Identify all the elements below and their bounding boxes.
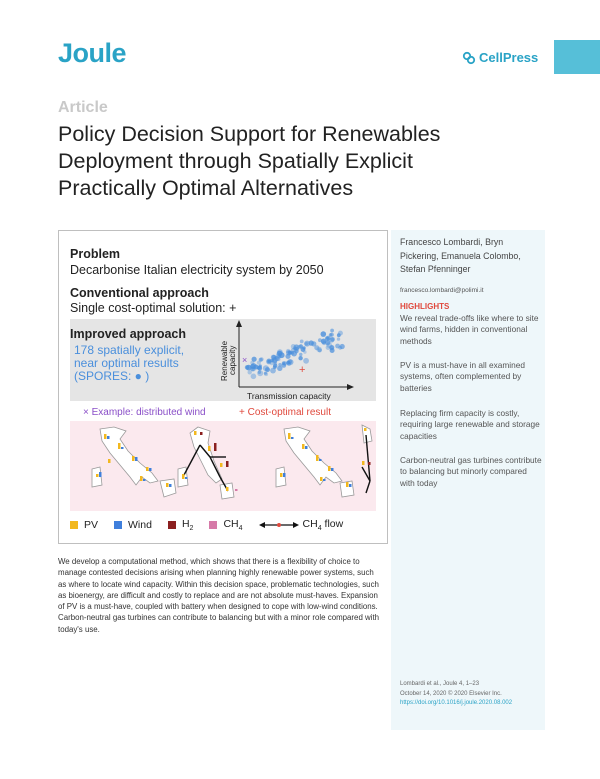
capacity-bar xyxy=(220,463,223,467)
spores-point xyxy=(321,331,327,337)
cost-optimal-marker: + xyxy=(299,364,306,376)
spores-point xyxy=(329,333,333,337)
capacity-bar xyxy=(319,459,322,461)
capacity-bar xyxy=(280,473,283,477)
scatter-xlabel: Transmission capacity xyxy=(247,391,331,401)
legend-h2-label: $H_2$ xyxy=(181,517,194,533)
capacity-bar xyxy=(364,428,367,431)
legend-wind xyxy=(114,519,152,531)
spores-point xyxy=(305,342,309,346)
publisher-logo xyxy=(462,50,538,65)
corner-tab xyxy=(554,40,600,74)
capacity-bar xyxy=(288,433,291,439)
spores-point xyxy=(288,359,294,365)
legend-h2 xyxy=(168,518,194,532)
capacity-bar xyxy=(140,476,143,481)
problem-text: Decarbonise Italian electricity system by 2050 xyxy=(70,263,324,277)
spores-point xyxy=(337,337,340,340)
title-line: Policy Decision Support for Renewables xyxy=(58,122,441,146)
citation-block xyxy=(400,680,512,709)
capacity-bar xyxy=(328,466,331,471)
wind-swatch xyxy=(114,521,122,529)
legend-ch4-flow-label: $CH_4$ flow xyxy=(302,517,344,533)
improved-label: Improved approach xyxy=(70,327,186,341)
capacity-bar xyxy=(132,456,135,461)
double-arrow-icon xyxy=(259,520,299,530)
spores-point xyxy=(274,362,278,366)
spores-point xyxy=(325,337,330,342)
spores-point xyxy=(246,365,252,371)
highlight-item: We reveal trade-offs like where to site wind farms, hidden in conventional methods xyxy=(400,313,539,346)
capacity-bar xyxy=(283,473,286,477)
example-marker: × xyxy=(242,355,248,365)
citation-journal: Lombardi et al., Joule 4, 1–23 xyxy=(400,681,480,687)
article-title xyxy=(58,121,528,202)
spores-point xyxy=(285,354,290,359)
example-wind-label: × Example: distributed wind xyxy=(83,407,206,418)
highlights-heading: HIGHLIGHTS xyxy=(400,302,450,311)
capacity-bar xyxy=(226,461,229,467)
author-list: Francesco Lombardi, Bryn Pickering, Emanuela Colombo, Stefan Pfenninger xyxy=(400,237,521,274)
capacity-bar xyxy=(200,432,203,435)
citation-date: October 14, 2020 © 2020 Elsevier Inc. xyxy=(400,690,502,697)
spores-point xyxy=(298,356,302,360)
scatter-ylabel: Renewable xyxy=(220,340,229,381)
spores-points xyxy=(245,329,345,380)
y-axis-arrow xyxy=(236,320,242,327)
conventional-label: Conventional approach xyxy=(70,286,209,300)
spores-point xyxy=(263,365,269,371)
spores-point xyxy=(277,354,281,358)
spores-point xyxy=(251,374,257,380)
spores-point xyxy=(264,372,267,375)
capacity-bar xyxy=(368,462,371,465)
legend-pv-label: PV xyxy=(84,519,99,531)
improved-text-line: 178 spatially explicit, xyxy=(74,343,185,357)
capacity-bar xyxy=(323,479,326,481)
highlight-item: PV is a must-have in all examined systems, often complemented by batteries xyxy=(400,360,525,393)
spores-point xyxy=(299,353,302,356)
capacity-bar xyxy=(185,477,188,479)
legend-ch4-flow xyxy=(259,518,344,532)
pv-swatch xyxy=(70,521,78,529)
title-line: Deployment through Spatially Explicit xyxy=(58,149,413,173)
capacity-bar xyxy=(305,446,308,449)
italy-maps xyxy=(70,421,376,511)
cost-optimal-label: + Cost-optimal result xyxy=(239,407,331,418)
title-line: Practically Optimal Alternatives xyxy=(58,176,354,200)
spores-point xyxy=(251,367,256,372)
capacity-bar xyxy=(99,472,102,477)
spores-point xyxy=(297,345,302,350)
cellpress-icon xyxy=(462,51,476,65)
legend-wind-label: Wind xyxy=(128,519,152,531)
capacity-bar xyxy=(146,467,149,471)
capacity-bar xyxy=(96,474,99,477)
spores-point xyxy=(326,345,331,350)
capacity-bar xyxy=(362,461,365,465)
capacity-bar xyxy=(320,477,323,481)
capacity-bar xyxy=(118,443,121,449)
capacity-bar xyxy=(121,447,124,449)
capacity-bar xyxy=(149,468,152,471)
legend-ch4-label: $CH_4$ xyxy=(223,517,243,533)
spores-scatter xyxy=(217,319,377,401)
article-type: Article xyxy=(58,99,108,116)
ch4-swatch xyxy=(209,521,217,529)
spores-point xyxy=(277,366,282,371)
spores-point xyxy=(266,359,271,364)
capacity-bar xyxy=(182,474,185,479)
capacity-bar xyxy=(208,446,211,451)
publisher-name: CellPress xyxy=(479,50,539,65)
capacity-bar xyxy=(169,484,172,487)
improved-text-line: (SPORES: ● ) xyxy=(74,369,150,383)
capacity-bar xyxy=(104,434,107,439)
capacity-bar xyxy=(349,484,352,487)
map-legend xyxy=(70,514,376,536)
spores-point xyxy=(303,350,306,353)
spores-point xyxy=(259,358,263,362)
capacity-bar xyxy=(346,482,349,487)
graphical-abstract xyxy=(58,230,388,544)
conventional-text: Single cost-optimal solution: + xyxy=(70,301,237,315)
highlight-item: Carbon-neutral gas turbines contribute to balancing but minorly compared with today xyxy=(400,455,542,488)
capacity-bar xyxy=(194,431,197,435)
capacity-bar xyxy=(291,437,294,439)
capacity-bar xyxy=(214,443,217,451)
spores-point xyxy=(317,347,322,352)
capacity-bar xyxy=(166,483,169,487)
spores-point xyxy=(329,337,334,342)
spores-point xyxy=(258,371,261,374)
spores-point xyxy=(337,333,341,337)
legend-ch4 xyxy=(209,518,242,532)
x-axis-arrow xyxy=(347,384,354,390)
capacity-bar xyxy=(235,489,238,491)
spores-point xyxy=(283,361,287,365)
h2-swatch xyxy=(168,521,176,529)
legend-pv xyxy=(70,519,98,531)
correspondence-email[interactable]: francesco.lombardi@polimi.it xyxy=(400,287,484,294)
spores-point xyxy=(300,340,304,344)
spores-point xyxy=(330,329,334,333)
capacity-bar xyxy=(135,457,138,461)
capacity-bar xyxy=(331,468,334,471)
italy-map-wind xyxy=(92,427,234,499)
problem-label: Problem xyxy=(70,247,121,261)
doi-link[interactable]: https://doi.org/10.1016/j.joule.2020.08.002 xyxy=(400,700,513,706)
improved-text-line: near optimal results xyxy=(74,356,179,370)
highlight-item: Replacing firm capacity is costly, requiring large renewable and storage capacities xyxy=(400,408,540,441)
capacity-bar xyxy=(316,455,319,461)
spores-point xyxy=(252,357,257,362)
capacity-bar xyxy=(107,436,110,439)
spores-point xyxy=(311,341,316,346)
abstract-text: We develop a computational method, which shows that there is a flexibility of choice to manage contested decisions arising when planning highly renewable power systems, such as where to locate wind capacity. Within this decision space, problematic technologies, such as bioenergy, are difficult and costly to replace and are not absolute must-haves. Expansion of PV is a must-have, coupled with battery when designed to cope with low-wind conditions. Carbon-neutral gas turbines can contribute to balancing but with a minor role compared with today's use. xyxy=(58,557,380,634)
improved-text xyxy=(74,344,214,383)
spores-point xyxy=(338,346,342,350)
spores-point xyxy=(303,358,309,364)
capacity-bar xyxy=(143,479,146,481)
journal-logo: Joule xyxy=(58,38,127,68)
spores-point xyxy=(257,365,261,369)
capacity-bar xyxy=(108,459,111,463)
capacity-bar xyxy=(302,444,305,449)
capacity-bar xyxy=(226,487,229,491)
scatter-ylabel: capacity xyxy=(228,345,237,375)
